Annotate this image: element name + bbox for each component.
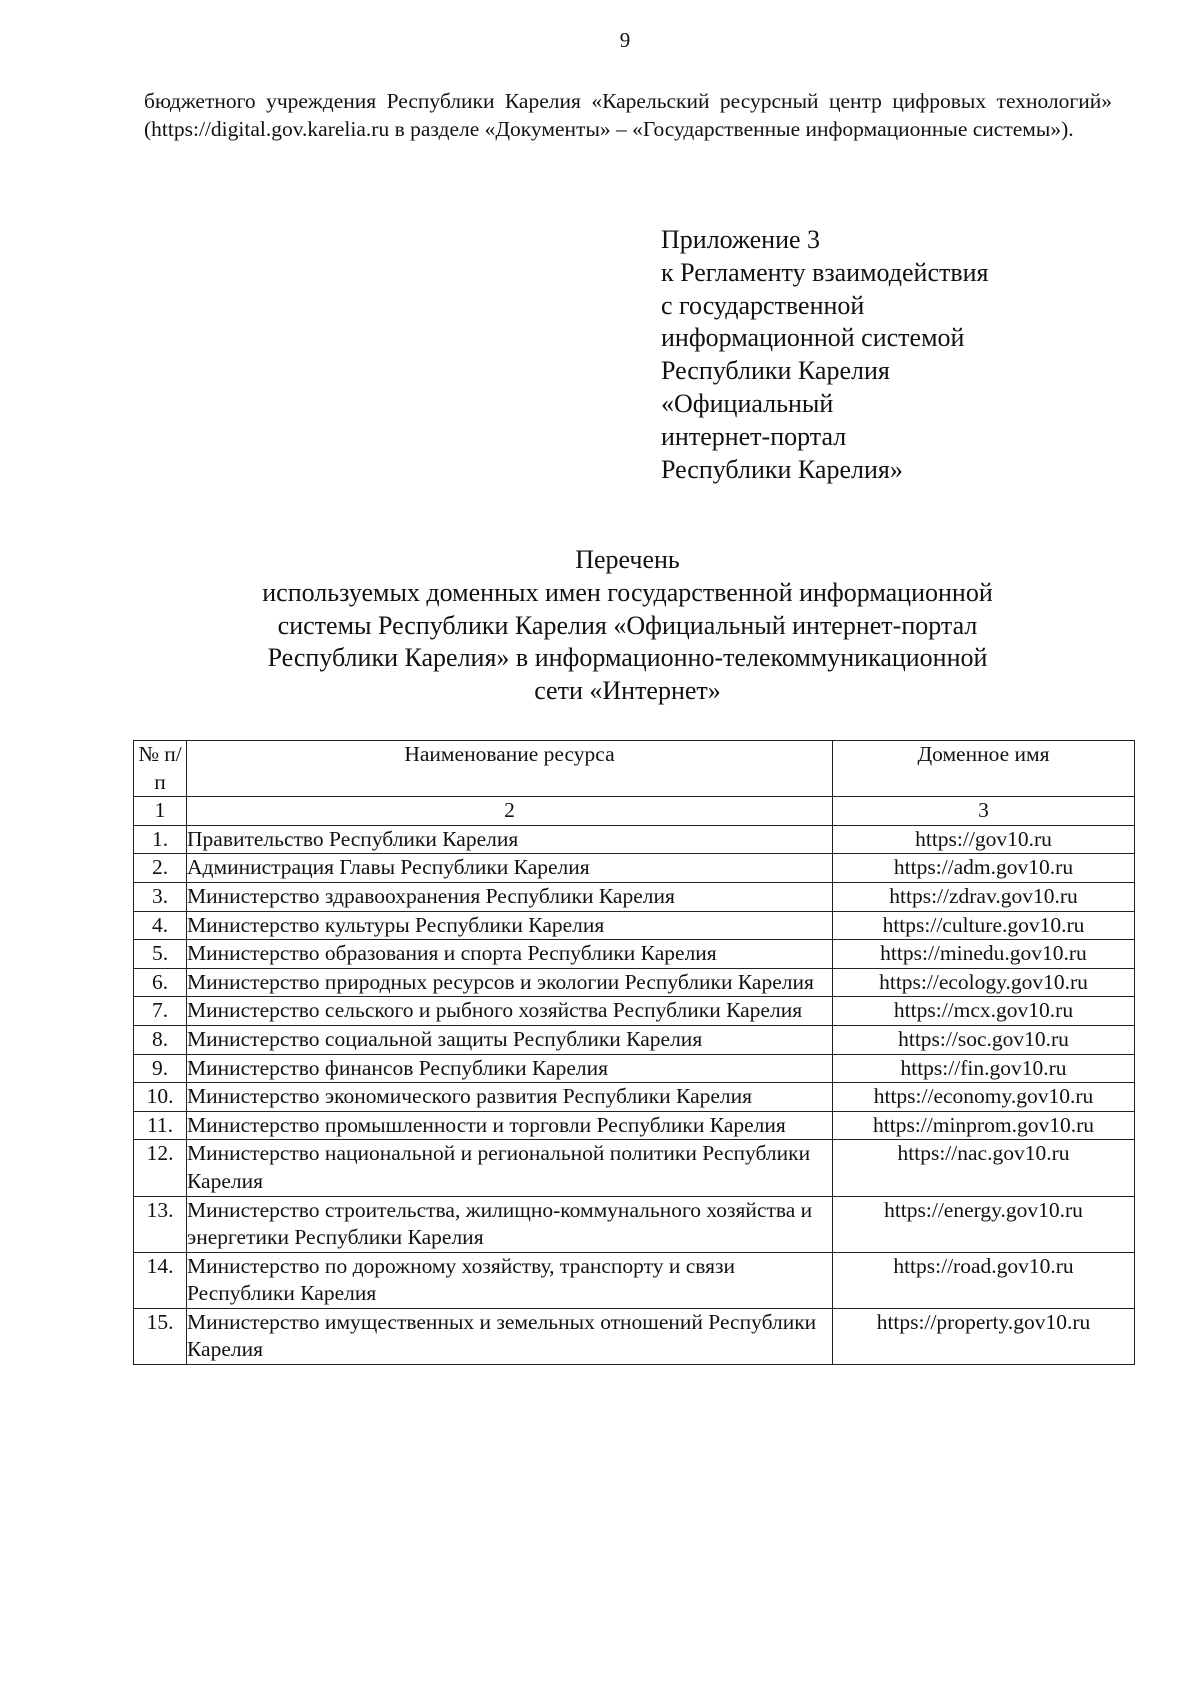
list-title-line: системы Республики Карелия «Официальный интернет-портал xyxy=(277,610,978,640)
domain-name: https://adm.gov10.ru xyxy=(833,854,1135,883)
resource-name: Министерство национальной и региональной политики Республики Карелия xyxy=(187,1140,833,1196)
table-row xyxy=(134,911,1135,940)
domain-name: https://property.gov10.ru xyxy=(833,1308,1135,1364)
resource-name: Министерство здравоохранения Республики Карелия xyxy=(187,882,833,911)
appendix-line: с государственной xyxy=(661,290,865,320)
table-header-row xyxy=(134,741,1135,797)
row-number: 15. xyxy=(134,1308,187,1364)
domain-name: https://fin.gov10.ru xyxy=(833,1054,1135,1083)
row-number: 2. xyxy=(134,854,187,883)
resource-name: Министерство промышленности и торговли Республики Карелия xyxy=(187,1111,833,1140)
resource-name: Министерство по дорожному хозяйству, транспорту и связи Республики Карелия xyxy=(187,1252,833,1308)
row-number: 5. xyxy=(134,940,187,969)
row-number: 3. xyxy=(134,882,187,911)
domains-table xyxy=(133,740,1135,1365)
column-index-row xyxy=(134,797,1135,826)
header-domain: Доменное имя xyxy=(833,741,1135,797)
domain-name: https://gov10.ru xyxy=(833,825,1135,854)
table-row xyxy=(134,854,1135,883)
domain-name: https://energy.gov10.ru xyxy=(833,1196,1135,1252)
appendix-line: Приложение 3 xyxy=(661,225,821,254)
domain-name: https://nac.gov10.ru xyxy=(833,1140,1135,1196)
domain-name: https://culture.gov10.ru xyxy=(833,911,1135,940)
table-row xyxy=(134,1054,1135,1083)
appendix-line: «Официальный xyxy=(661,388,834,418)
header-name: Наименование ресурса xyxy=(187,741,833,797)
row-number: 9. xyxy=(134,1054,187,1083)
appendix-line: Республики Карелия» xyxy=(661,454,903,484)
resource-name: Министерство имущественных и земельных отношений Республики Карелия xyxy=(187,1308,833,1364)
row-number: 12. xyxy=(134,1140,187,1196)
resource-name: Министерство природных ресурсов и экологии Республики Карелия xyxy=(187,968,833,997)
table-row xyxy=(134,1083,1135,1112)
appendix-line: интернет-портал xyxy=(661,421,847,451)
row-number: 7. xyxy=(134,997,187,1026)
list-title-line: используемых доменных имен государственной информационной xyxy=(262,577,993,607)
table-row xyxy=(134,825,1135,854)
resource-name: Администрация Главы Республики Карелия xyxy=(187,854,833,883)
row-number: 13. xyxy=(134,1196,187,1252)
resource-name: Министерство культуры Республики Карелия xyxy=(187,911,833,940)
row-number: 11. xyxy=(134,1111,187,1140)
resource-name: Министерство сельского и рыбного хозяйства Республики Карелия xyxy=(187,997,833,1026)
table-row xyxy=(134,1196,1135,1252)
table-row xyxy=(134,940,1135,969)
resource-name: Министерство образования и спорта Республики Карелия xyxy=(187,940,833,969)
row-number: 10. xyxy=(134,1083,187,1112)
list-title-line: Перечень xyxy=(575,545,680,574)
resource-name: Министерство финансов Республики Карелия xyxy=(187,1054,833,1083)
resource-name: Министерство строительства, жилищно-коммунального хозяйства и энергетики Республики Карелия xyxy=(187,1196,833,1252)
appendix-caption xyxy=(661,224,1091,486)
domain-name: https://minprom.gov10.ru xyxy=(833,1111,1135,1140)
table-row xyxy=(134,968,1135,997)
column-index: 3 xyxy=(833,797,1135,826)
appendix-line: к Регламенту взаимодействия xyxy=(661,257,989,287)
page-number: 9 xyxy=(619,28,631,52)
domain-name: https://road.gov10.ru xyxy=(833,1252,1135,1308)
appendix-line: Республики Карелия xyxy=(661,356,890,386)
domain-name: https://economy.gov10.ru xyxy=(833,1083,1135,1112)
resource-name: Министерство социальной защиты Республики Карелия xyxy=(187,1025,833,1054)
domain-name: https://ecology.gov10.ru xyxy=(833,968,1135,997)
column-index: 2 xyxy=(187,797,833,826)
resource-name: Правительство Республики Карелия xyxy=(187,825,833,854)
table-row xyxy=(134,1111,1135,1140)
row-number: 8. xyxy=(134,1025,187,1054)
row-number: 1. xyxy=(134,825,187,854)
column-index: 1 xyxy=(134,797,187,826)
intro-paragraph: бюджетного учреждения Республики Карелия «Карельский ресурсный центр цифровых технологий» (https://digital.gov.karelia.ru в разделе «Документы» – «Государственные информационные системы»). xyxy=(144,89,1112,141)
table-row xyxy=(134,997,1135,1026)
list-title-line: сети «Интернет» xyxy=(534,676,721,706)
appendix-line: информационной системой xyxy=(661,323,965,353)
row-number: 14. xyxy=(134,1252,187,1308)
header-num: № п/п xyxy=(134,741,187,797)
table-row xyxy=(134,1025,1135,1054)
list-title xyxy=(160,544,1095,708)
domain-name: https://soc.gov10.ru xyxy=(833,1025,1135,1054)
domain-name: https://minedu.gov10.ru xyxy=(833,940,1135,969)
row-number: 6. xyxy=(134,968,187,997)
table-row xyxy=(134,882,1135,911)
resource-name: Министерство экономического развития Республики Карелия xyxy=(187,1083,833,1112)
domain-name: https://zdrav.gov10.ru xyxy=(833,882,1135,911)
table-row xyxy=(134,1140,1135,1196)
table-row xyxy=(134,1308,1135,1364)
domain-name: https://mcx.gov10.ru xyxy=(833,997,1135,1026)
table-row xyxy=(134,1252,1135,1308)
list-title-line: Республики Карелия» в информационно-телекоммуникационной xyxy=(267,643,988,673)
row-number: 4. xyxy=(134,911,187,940)
